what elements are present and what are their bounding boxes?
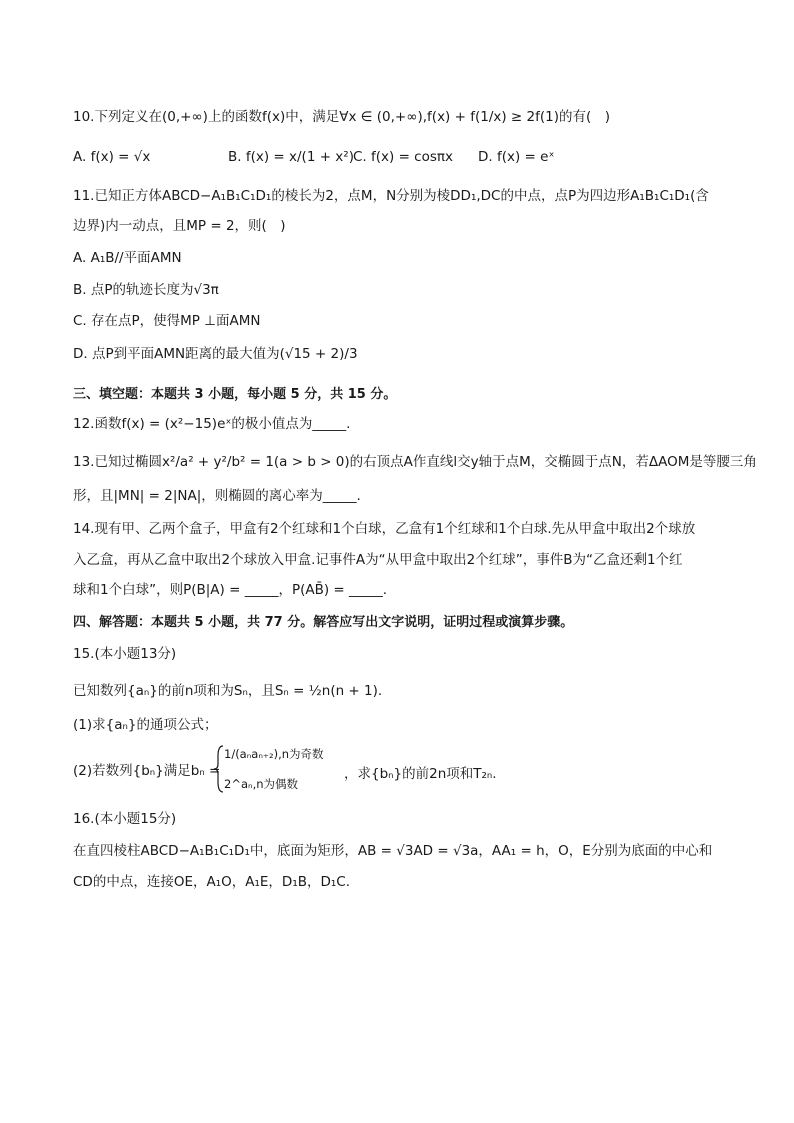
q16-line2: CD的中点，连接OE，A₁O，A₁E，D₁B，D₁C. (73, 874, 351, 890)
q15-case-even: 2^aₙ,n为偶数 (224, 777, 299, 791)
q16-line1: 在直四棱柱ABCD−A₁B₁C₁D₁中，底面为矩形，AB = √3AD = √3a，AA₁ = h，O，E分别为底面的中心和 (73, 843, 713, 859)
q15-case-odd: 1/(aₙaₙ₊₂),n为奇数 (224, 747, 324, 761)
q15-part2-suffix: ，求{bₙ}的前2n项和T₂ₙ. (344, 766, 497, 782)
section-3-heading: 三、填空题：本题共 3 小题，每小题 5 分，共 15 分。 (73, 387, 397, 402)
q11-option-d: D. 点P到平面AMN距离的最大值为(√15 + 2)/3 (73, 346, 358, 362)
section-4-heading: 四、解答题：本题共 5 小题，共 77 分。解答应写出文字说明，证明过程或演算步骤。 (73, 615, 574, 630)
q11-option-a: A. A₁B//平面AMN (73, 250, 182, 266)
q10-option-a: A. f(x) = √x (73, 149, 151, 165)
q15-part1: (1)求{aₙ}的通项公式； (73, 717, 218, 733)
q14-line1: 14.现有甲、乙两个盒子，甲盒有2个红球和1个白球，乙盒有1个红球和1个白球.先从甲盒中取出2个球放 (73, 521, 696, 537)
q12-text: 12.函数f(x) = (x²−15)eˣ的极小值点为_____. (73, 416, 351, 432)
q11-option-c: C. 存在点P，使得MP ⊥面AMN (73, 313, 261, 329)
q14-line3: 球和1个白球”，则P(B|A) = _____，P(AB̄) = _____. (73, 582, 388, 598)
q15-part2-prefix: (2)若数列{bₙ}满足bₙ = (73, 763, 221, 779)
q11-option-b: B. 点P的轨迹长度为√3π (73, 282, 219, 298)
q16-heading: 16.(本小题15分) (73, 811, 177, 827)
q13-line1: 13.已知过椭圆x²/a² + y²/b² = 1(a > b > 0)的右顶点A作直线l交y轴于点M，交椭圆于点N，若ΔAOM是等腰三角 (73, 454, 757, 470)
piecewise-brace (214, 744, 224, 794)
q10-option-b: B. f(x) = x/(1 + x²) (228, 149, 354, 165)
q15-heading: 15.(本小题13分) (73, 646, 177, 662)
q11-stem-line1: 11.已知正方体ABCD−A₁B₁C₁D₁的棱长为2，点M，N分别为棱DD₁,DC的中点，点P为四边形A₁B₁C₁D₁(含 (73, 188, 709, 204)
q10-option-d: D. f(x) = eˣ (478, 149, 555, 165)
q14-line2: 入乙盒，再从乙盒中取出2个球放入甲盒.记事件A为“从甲盒中取出2个红球”，事件B为“乙盒还剩1个红 (73, 552, 683, 568)
q10-option-c: C. f(x) = cosπx (353, 149, 454, 165)
q11-stem-line2: 边界)内一动点，且MP = 2，则( ) (73, 218, 286, 234)
q10-stem: 10.下列定义在(0,+∞)上的函数f(x)中，满足∀x ∈ (0,+∞),f(x) + f(1/x) ≥ 2f(1)的有( ) (73, 109, 611, 125)
q15-line1: 已知数列{aₙ}的前n项和为Sₙ，且Sₙ = ½n(n + 1). (73, 683, 383, 699)
q13-line2: 形，且|MN| = 2|NA|，则椭圆的离心率为_____. (73, 488, 361, 504)
